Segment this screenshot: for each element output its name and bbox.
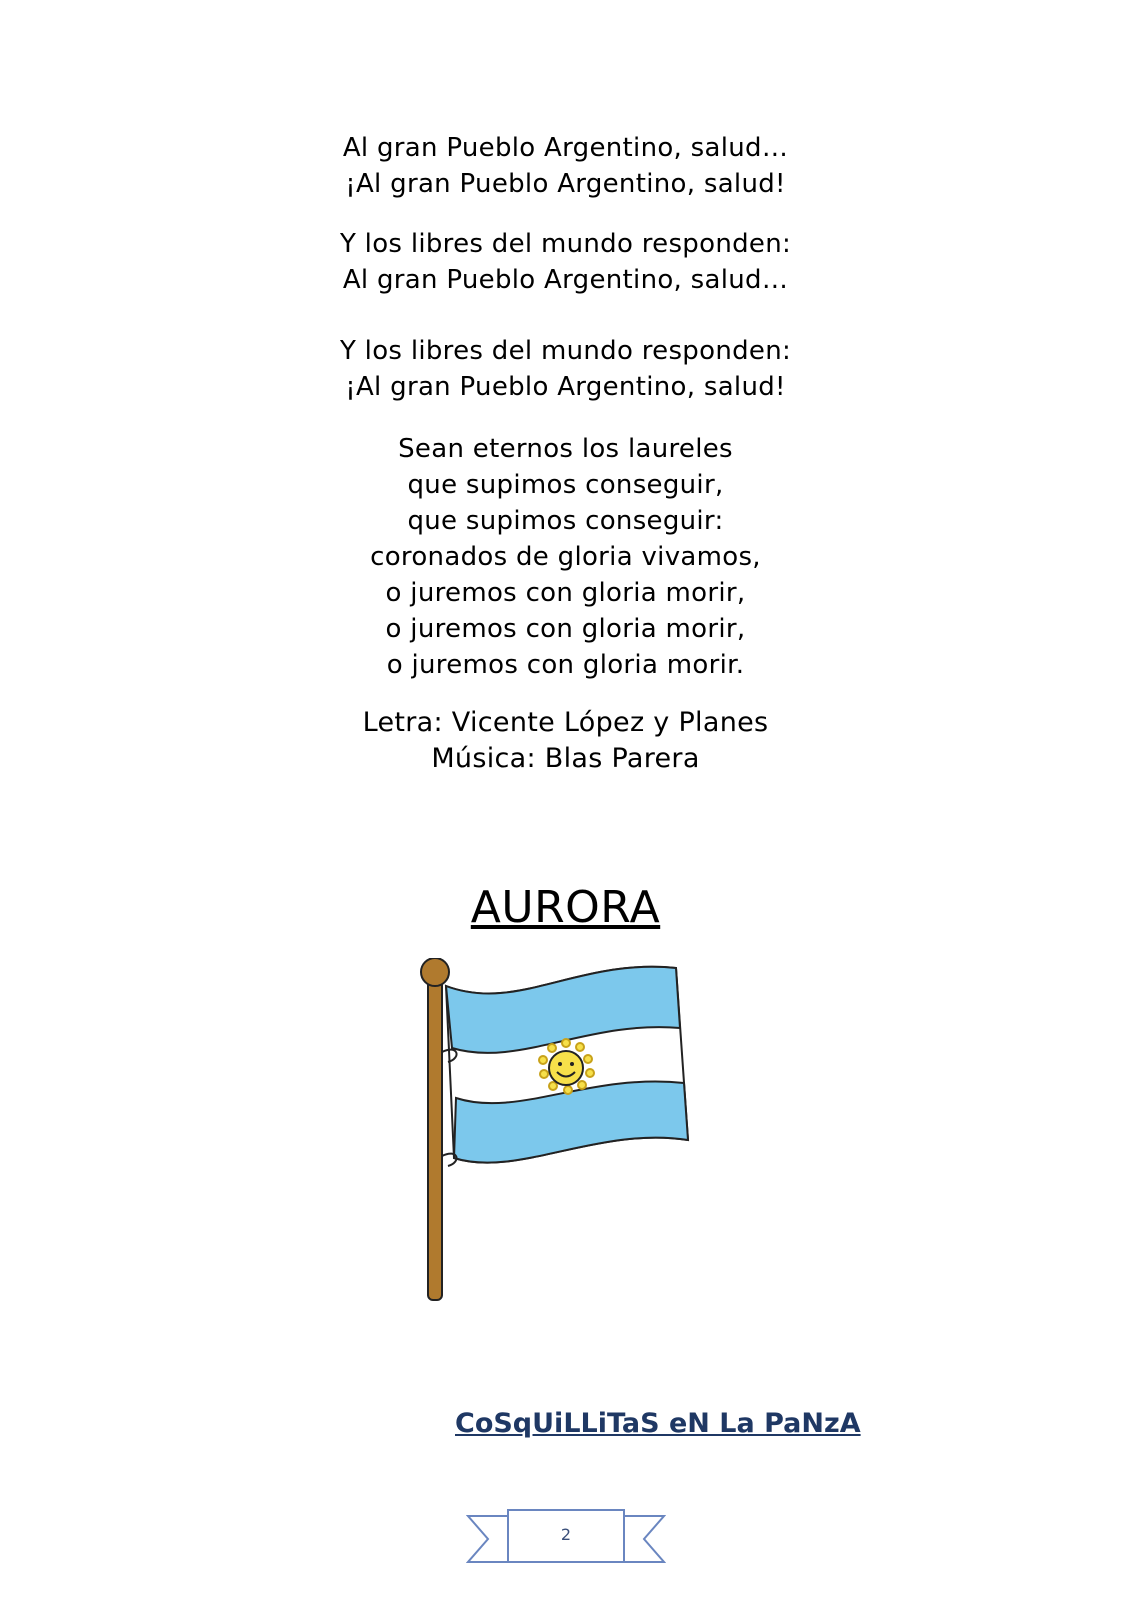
verse-line: Sean eternos los laureles (398, 434, 733, 464)
stanza-1 (0, 130, 1131, 202)
verse-line: ¡Al gran Pueblo Argentino, salud! (345, 372, 786, 402)
credits (0, 705, 1131, 777)
section-title: AURORA (470, 882, 661, 933)
stanza-2 (0, 226, 1131, 298)
verse-line: Al gran Pueblo Argentino, salud… (342, 133, 789, 163)
brand-footer: CoSqUiLLiTaS eN La PaNzA (455, 1408, 861, 1439)
verse-line: ¡Al gran Pueblo Argentino, salud! (345, 169, 786, 199)
verse-line: Y los libres del mundo responden: (339, 229, 792, 259)
verse-line: Al gran Pueblo Argentino, salud… (342, 265, 789, 295)
music-credit: Música: Blas Parera (431, 743, 700, 774)
pole-finial (421, 958, 449, 986)
stanza-4 (0, 431, 1131, 683)
flag-pole (428, 980, 442, 1300)
verse-line: o juremos con gloria morir, (385, 578, 746, 608)
verse-line: o juremos con gloria morir. (386, 650, 745, 680)
verse-line: Y los libres del mundo responden: (339, 336, 792, 366)
verse-line: que supimos conseguir, (407, 470, 724, 500)
argentine-flag-icon (418, 958, 708, 1308)
verse-line: coronados de gloria vivamos, (370, 542, 761, 572)
page-number: 2 (560, 1525, 572, 1544)
lyrics-credit: Letra: Vicente López y Planes (362, 707, 769, 738)
stanza-3 (0, 333, 1131, 405)
verse-line: que supimos conseguir: (407, 506, 724, 536)
verse-line: o juremos con gloria morir, (385, 614, 746, 644)
